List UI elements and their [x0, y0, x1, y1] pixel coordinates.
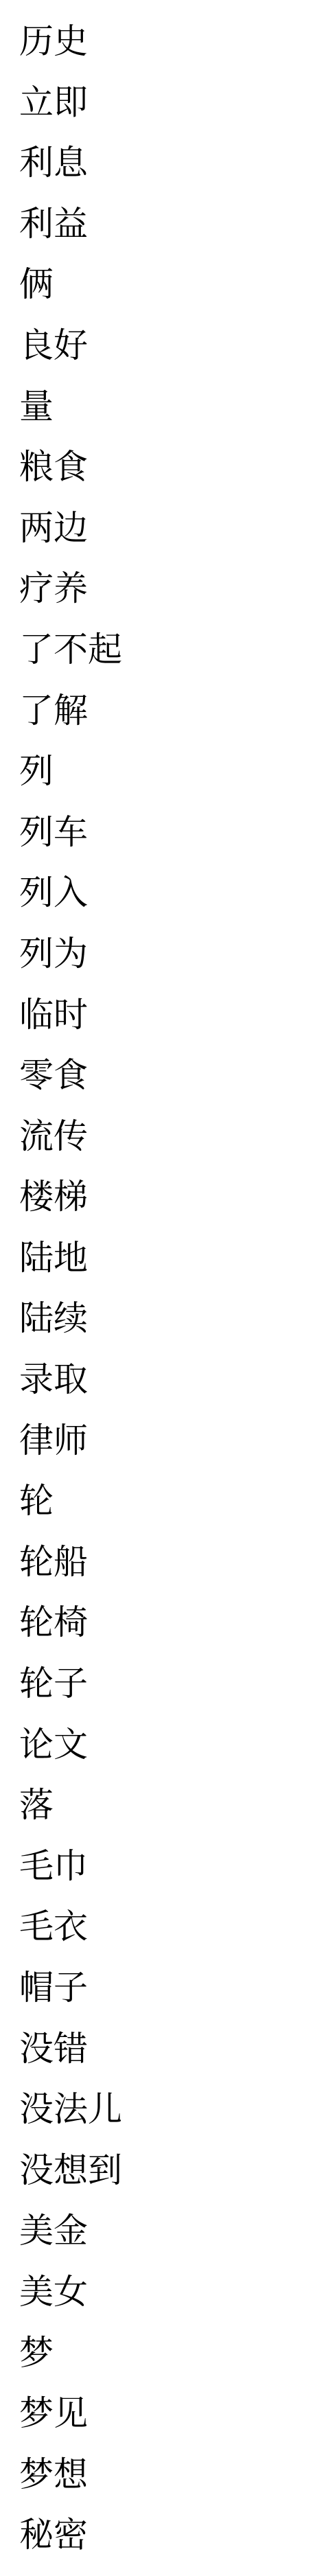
word-item: 俩 — [19, 264, 54, 305]
word-item: 临时 — [19, 994, 88, 1035]
word-item: 毛巾 — [19, 1845, 88, 1886]
word-item: 没想到 — [19, 2150, 122, 2190]
word-item: 轮椅 — [19, 1602, 88, 1643]
word-item: 良好 — [19, 325, 88, 365]
word-item: 没错 — [19, 2028, 88, 2069]
word-item: 利益 — [19, 203, 88, 244]
word-item: 轮 — [19, 1481, 54, 1521]
word-item: 量 — [19, 386, 54, 426]
word-item: 列为 — [19, 933, 88, 974]
word-item: 毛衣 — [19, 1907, 88, 1947]
word-item: 了不起 — [19, 629, 122, 669]
word-item: 梦想 — [19, 2454, 88, 2494]
word-item: 流传 — [19, 1116, 88, 1156]
word-item: 落 — [19, 1785, 54, 1826]
word-item: 列车 — [19, 812, 88, 852]
word-item: 美女 — [19, 2271, 88, 2312]
word-item: 轮船 — [19, 1541, 88, 1582]
word-item: 立即 — [19, 82, 88, 122]
word-item: 历史 — [19, 21, 88, 61]
word-item: 粮食 — [19, 447, 88, 487]
word-item: 梦见 — [19, 2393, 88, 2434]
word-item: 两边 — [19, 507, 88, 548]
word-item: 陆续 — [19, 1298, 88, 1339]
word-item: 利息 — [19, 143, 88, 183]
word-item: 秘密 — [19, 2515, 88, 2555]
word-item: 陆地 — [19, 1237, 88, 1278]
vocabulary-list — [19, 0, 122, 2555]
word-item: 录取 — [19, 1359, 88, 1400]
word-item: 轮子 — [19, 1664, 88, 1704]
word-item: 没法儿 — [19, 2089, 122, 2130]
word-item: 楼梯 — [19, 1177, 88, 1217]
word-item: 梦 — [19, 2332, 54, 2373]
word-item: 帽子 — [19, 1968, 88, 2008]
word-item: 论文 — [19, 1724, 88, 1764]
word-item: 列入 — [19, 873, 88, 913]
word-item: 零食 — [19, 1055, 88, 1096]
word-item: 了解 — [19, 690, 88, 731]
word-item: 律师 — [19, 1420, 88, 1460]
word-item: 疗养 — [19, 568, 88, 609]
word-item: 列 — [19, 751, 54, 792]
word-item: 美金 — [19, 2211, 88, 2251]
